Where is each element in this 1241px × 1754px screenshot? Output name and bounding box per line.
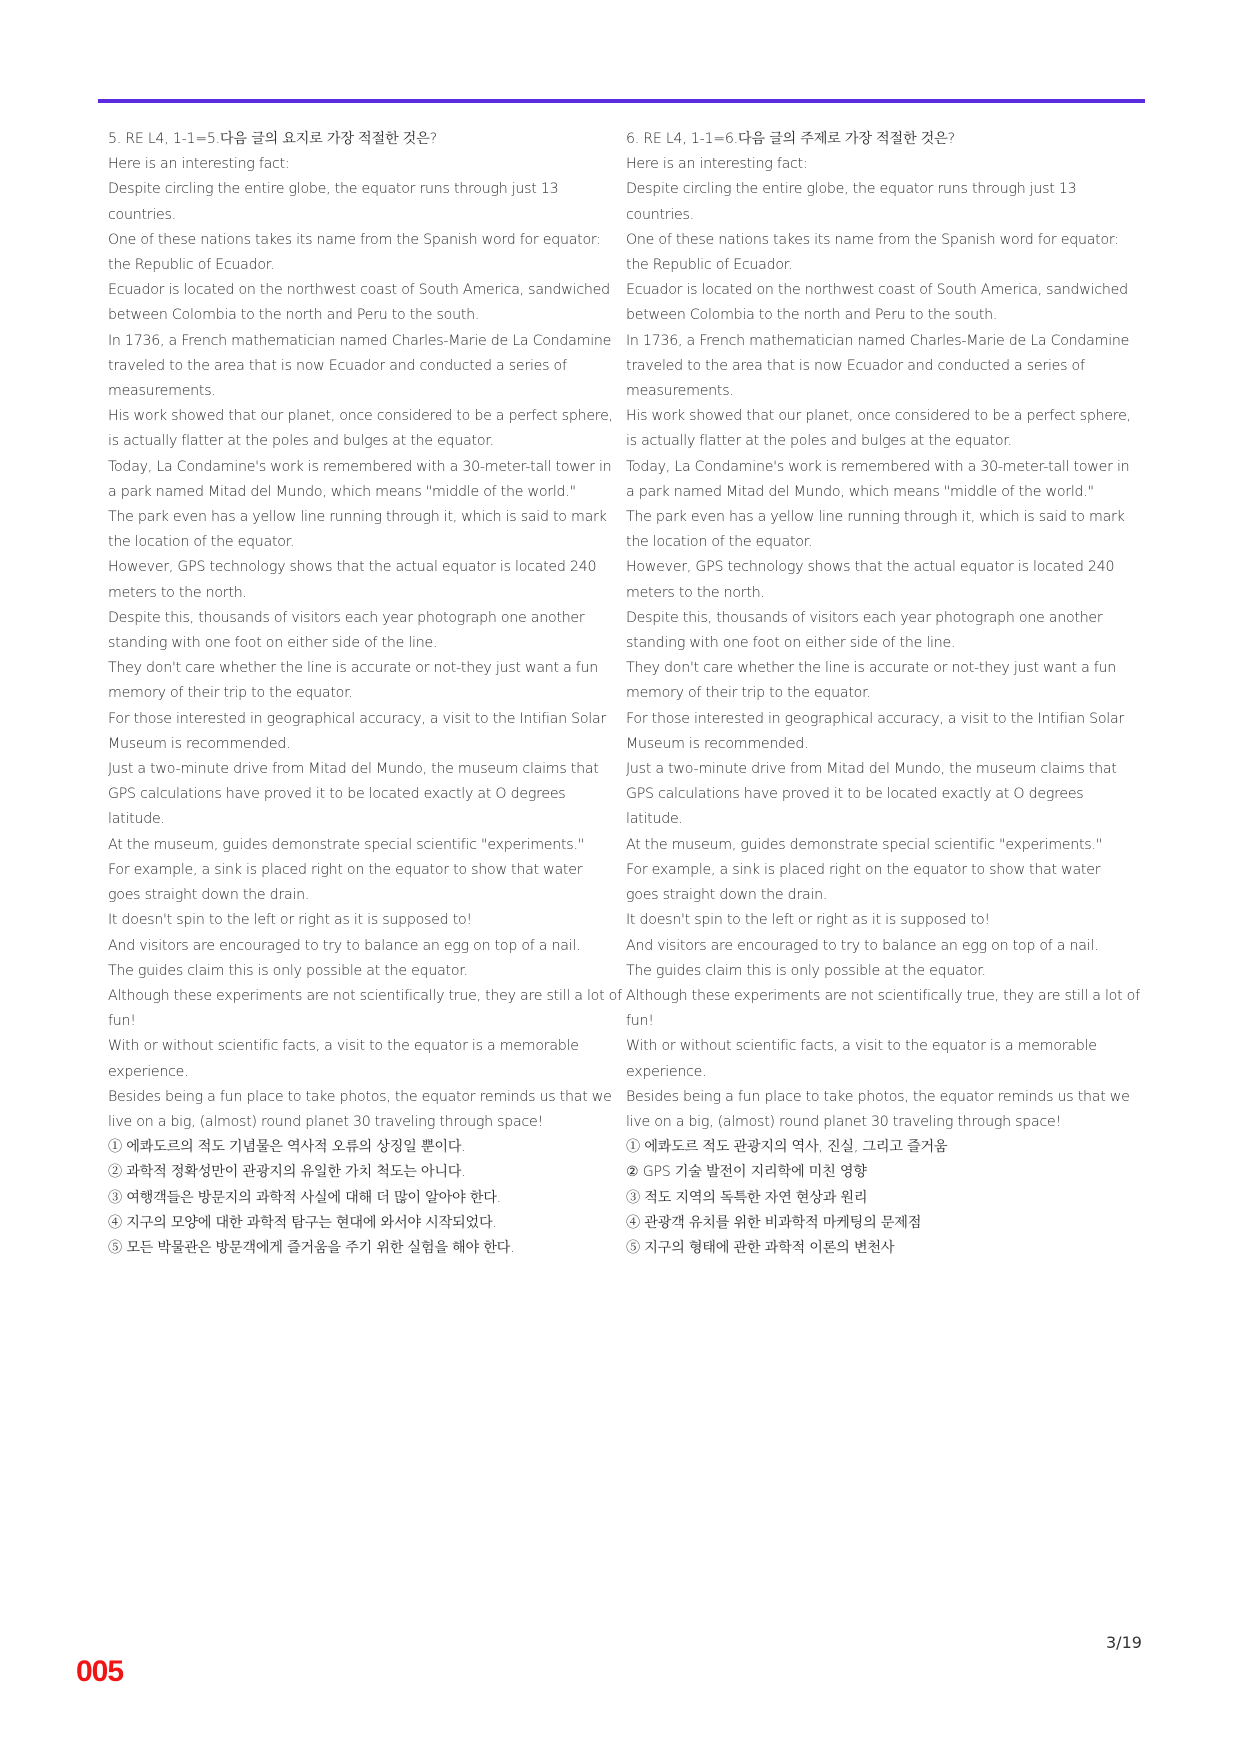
text-line: a park named Mitad del Mundo, which means "middle of the world." [108, 483, 576, 500]
text-line: fun! [626, 1013, 654, 1030]
text-line: traveled to the area that is now Ecuador and conducted a series of [108, 357, 567, 374]
text-line: For those interested in geographical accuracy, a visit to the Intifian Solar [108, 710, 606, 727]
text-line: standing with one foot on either side of the line. [626, 635, 956, 652]
text-line: His work showed that our planet, once considered to be a perfect sphere, [626, 408, 1131, 425]
text-line: For example, a sink is placed right on the equator to show that water [626, 861, 1101, 878]
text-line: fun! [108, 1013, 136, 1030]
text-line: between Colombia to the north and Peru to the south. [626, 307, 998, 324]
text-line: live on a big, (almost) round planet 30 traveling through space! [108, 1113, 543, 1130]
text-line: They don't care whether the line is accurate or not-they just want a fun [626, 660, 1117, 677]
text-line: latitude. [108, 811, 165, 828]
text-line: Just a two-minute drive from Mitad del Mundo, the museum claims that [108, 761, 599, 778]
text-line: With or without scientific facts, a visit to the equator is a memorable [626, 1038, 1097, 1055]
text-line: However, GPS technology shows that the actual equator is located 240 [108, 559, 597, 576]
text-line: ④ 지구의 모양에 대한 과학적 탐구는 현대에 와서야 시작되었다. [108, 1214, 497, 1231]
text-line: Although these experiments are not scientifically true, they are still a lot of [108, 987, 622, 1004]
text-line: GPS calculations have proved it to be located exactly at O degrees [108, 786, 566, 803]
question-6-column [626, 127, 1140, 1261]
text-line: For example, a sink is placed right on the equator to show that water [108, 861, 583, 878]
text-line: ⑤ 지구의 형태에 관한 과학적 이론의 변천사 [626, 1239, 895, 1256]
text-line: Today, La Condamine's work is remembered with a 30-meter-tall tower in [108, 458, 612, 475]
text-line: memory of their trip to the equator. [626, 685, 871, 702]
text-line: ④ 관광객 유치를 위한 비과학적 마케팅의 문제점 [626, 1214, 922, 1231]
text-line: is actually flatter at the poles and bulges at the equator. [626, 433, 1012, 450]
text-line: Besides being a fun place to take photos, the equator reminds us that we [626, 1088, 1130, 1105]
text-line: ① 에콰도르 적도 관광지의 역사, 진실, 그리고 즐거움 [626, 1139, 948, 1156]
text-line: In 1736, a French mathematician named Charles-Marie de La Condamine [626, 332, 1130, 349]
text-line: ② GPS 기술 발전이 지리학에 미친 영향 [626, 1164, 867, 1181]
text-line: Ecuador is located on the northwest coast of South America, sandwiched [626, 282, 1128, 299]
text-line: Despite circling the entire globe, the equator runs through just 13 [108, 181, 559, 198]
text-line: At the museum, guides demonstrate special scientific "experiments." [626, 836, 1102, 853]
text-line: Besides being a fun place to take photos, the equator reminds us that we [108, 1088, 612, 1105]
text-line: One of these nations takes its name from the Spanish word for equator: [626, 231, 1119, 248]
text-line: Just a two-minute drive from Mitad del Mundo, the museum claims that [626, 761, 1117, 778]
document-code: 005 [76, 1655, 124, 1688]
text-line: measurements. [108, 383, 216, 400]
text-line: memory of their trip to the equator. [108, 685, 353, 702]
text-line: And visitors are encouraged to try to balance an egg on top of a nail. [626, 937, 1099, 954]
text-line: is actually flatter at the poles and bulges at the equator. [108, 433, 494, 450]
text-line: They don't care whether the line is accurate or not-they just want a fun [108, 660, 599, 677]
text-line: goes straight down the drain. [626, 887, 828, 904]
text-line: a park named Mitad del Mundo, which means "middle of the world." [626, 483, 1094, 500]
text-line: Ecuador is located on the northwest coast of South America, sandwiched [108, 282, 610, 299]
text-line: ① 에콰도르의 적도 기념물은 역사적 오류의 상징일 뿐이다. [108, 1139, 466, 1156]
text-line: One of these nations takes its name from the Spanish word for equator: [108, 231, 601, 248]
text-line: countries. [108, 206, 176, 223]
text-line: GPS calculations have proved it to be located exactly at O degrees [626, 786, 1084, 803]
question-5-column [108, 127, 622, 1261]
text-line: ② 과학적 정확성만이 관광지의 유일한 가치 척도는 아니다. [108, 1164, 466, 1181]
text-line: latitude. [626, 811, 683, 828]
text-line: meters to the north. [108, 584, 247, 601]
text-line: goes straight down the drain. [108, 887, 310, 904]
text-line: between Colombia to the north and Peru to the south. [108, 307, 480, 324]
text-line: Here is an interesting fact: [626, 156, 808, 173]
text-line: In 1736, a French mathematician named Charles-Marie de La Condamine [108, 332, 612, 349]
text-line: meters to the north. [626, 584, 765, 601]
text-line: It doesn't spin to the left or right as it is supposed to! [626, 912, 990, 929]
text-line: ③ 여행객들은 방문지의 과학적 사실에 대해 더 많이 알아야 한다. [108, 1189, 501, 1206]
text-line: experience. [626, 1063, 707, 1080]
text-line: traveled to the area that is now Ecuador and conducted a series of [626, 357, 1085, 374]
text-line: With or without scientific facts, a visit to the equator is a memorable [108, 1038, 579, 1055]
text-line: Today, La Condamine's work is remembered with a 30-meter-tall tower in [626, 458, 1130, 475]
text-line: countries. [626, 206, 694, 223]
text-line: the location of the equator. [108, 534, 295, 551]
text-line: the Republic of Ecuador. [626, 257, 793, 274]
text-line: However, GPS technology shows that the actual equator is located 240 [626, 559, 1115, 576]
text-line: Here is an interesting fact: [108, 156, 290, 173]
text-line: measurements. [626, 383, 734, 400]
text-line: At the museum, guides demonstrate special scientific "experiments." [108, 836, 584, 853]
text-line: Museum is recommended. [626, 735, 809, 752]
text-line: And visitors are encouraged to try to balance an egg on top of a nail. [108, 937, 581, 954]
page-number: 3/19 [1106, 1633, 1142, 1652]
text-line: His work showed that our planet, once considered to be a perfect sphere, [108, 408, 613, 425]
text-line: live on a big, (almost) round planet 30 traveling through space! [626, 1113, 1061, 1130]
text-line: Although these experiments are not scientifically true, they are still a lot of [626, 987, 1140, 1004]
text-line: The guides claim this is only possible at the equator. [108, 962, 468, 979]
text-line: The park even has a yellow line running through it, which is said to mark [626, 509, 1125, 526]
text-line: experience. [108, 1063, 189, 1080]
text-line: For those interested in geographical accuracy, a visit to the Intifian Solar [626, 710, 1124, 727]
text-line: The guides claim this is only possible at the equator. [626, 962, 986, 979]
text-line: The park even has a yellow line running through it, which is said to mark [108, 509, 607, 526]
text-line: Despite circling the entire globe, the equator runs through just 13 [626, 181, 1077, 198]
header-rule [98, 99, 1145, 103]
text-line: Despite this, thousands of visitors each year photograph one another [108, 609, 585, 626]
text-line: It doesn't spin to the left or right as it is supposed to! [108, 912, 472, 929]
text-line: the Republic of Ecuador. [108, 257, 275, 274]
text-line: 6. RE L4, 1-1=6.다음 글의 주제로 가장 적절한 것은? [626, 131, 955, 147]
text-line: ⑤ 모든 박물관은 방문객에게 즐거움을 주기 위한 실험을 해야 한다. [108, 1239, 515, 1256]
text-line: standing with one foot on either side of the line. [108, 635, 438, 652]
text-line: Museum is recommended. [108, 735, 291, 752]
text-line: Despite this, thousands of visitors each year photograph one another [626, 609, 1103, 626]
text-line: ③ 적도 지역의 독특한 자연 현상과 원리 [626, 1189, 868, 1206]
text-line: 5. RE L4, 1-1=5.다음 글의 요지로 가장 적절한 것은? [108, 131, 437, 147]
text-line: the location of the equator. [626, 534, 813, 551]
